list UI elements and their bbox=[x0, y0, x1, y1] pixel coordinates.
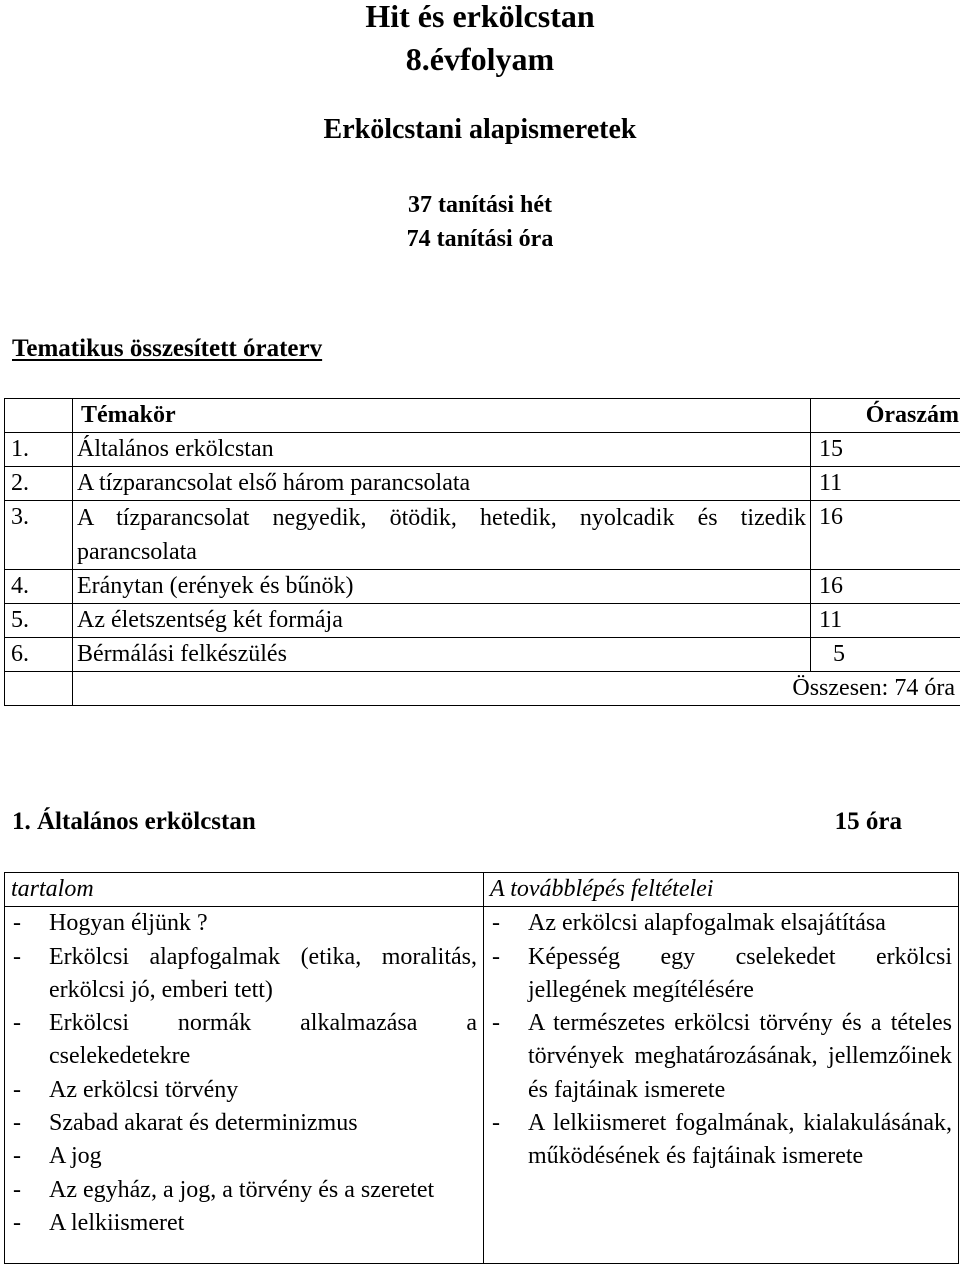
summary-row-hours: 11 bbox=[811, 467, 960, 501]
list-item: - Képesség egy cselekedet erkölcsi jellegének megítélésére bbox=[490, 941, 952, 1008]
summary-header-row bbox=[5, 399, 960, 433]
summary-table bbox=[4, 398, 960, 706]
summary-row-num: 1. bbox=[5, 433, 73, 467]
list-item: - Az egyház, a jog, a törvény és a szeretet bbox=[11, 1174, 477, 1207]
content-list bbox=[11, 907, 477, 1240]
list-item: - A lelkiismeret fogalmának, kialakulásának, működésének és fajtáinak ismerete bbox=[490, 1107, 952, 1174]
content-header-row bbox=[5, 873, 959, 907]
list-item: - Az erkölcsi alapfogalmak elsajátítása bbox=[490, 907, 952, 940]
summary-row-hours: 5 bbox=[811, 638, 960, 672]
list-item: - Hogyan éljünk ? bbox=[11, 907, 477, 940]
teaching-weeks: 37 tanítási hét bbox=[408, 192, 552, 218]
list-item: - A jog bbox=[11, 1140, 477, 1173]
summary-row-num: 4. bbox=[5, 570, 73, 604]
unit-heading bbox=[12, 806, 902, 838]
summary-total-num bbox=[5, 672, 73, 706]
summary-row bbox=[5, 433, 960, 467]
summary-row bbox=[5, 570, 960, 604]
content-table bbox=[4, 872, 959, 1264]
list-item: - A lelkiismeret bbox=[11, 1207, 477, 1240]
summary-row bbox=[5, 467, 960, 501]
summary-row-num: 3. bbox=[5, 501, 73, 570]
summary-row-num: 6. bbox=[5, 638, 73, 672]
list-item: - Erkölcsi alapfogalmak (etika, moralitás, erkölcsi jó, emberi tett) bbox=[11, 941, 477, 1008]
summary-row-topic: Általános erkölcstan bbox=[73, 433, 811, 467]
summary-row-hours: 11 bbox=[811, 604, 960, 638]
summary-row-hours: 16 bbox=[811, 501, 960, 570]
summary-row-topic: A tízparancsolat negyedik, ötödik, hetedik, nyolcadik és tizedik parancsolata bbox=[73, 501, 811, 570]
summary-row-topic: Bérmálási felkészülés bbox=[73, 638, 811, 672]
conditions-list bbox=[490, 907, 952, 1173]
content-body-row bbox=[5, 907, 959, 1264]
conditions-header: A továbblépés feltételei bbox=[484, 873, 959, 907]
summary-row bbox=[5, 638, 960, 672]
list-item: - A természetes erkölcsi törvény és a tételes törvények meghatározásának, jellemzőinek és fajtáinak ismerete bbox=[490, 1007, 952, 1107]
summary-total-row bbox=[5, 672, 960, 706]
summary-row-topic: Az életszentség két formája bbox=[73, 604, 811, 638]
summary-header-hours: Óraszám bbox=[811, 399, 960, 433]
summary-row bbox=[5, 604, 960, 638]
content-cell bbox=[5, 907, 484, 1264]
summary-total: Összesen: 74 óra bbox=[73, 672, 960, 706]
summary-row bbox=[5, 501, 960, 570]
list-item: - Erkölcsi normák alkalmazása a cselekedetekre bbox=[11, 1007, 477, 1074]
summary-header-topic: Témakör bbox=[73, 399, 811, 433]
list-item: - Az erkölcsi törvény bbox=[11, 1074, 477, 1107]
summary-row-topic: Eránytan (erények és bűnök) bbox=[73, 570, 811, 604]
unit-hours: 15 óra bbox=[834, 808, 902, 835]
document-title: Hit és erkölcstan bbox=[365, 0, 595, 34]
list-item: - Szabad akarat és determinizmus bbox=[11, 1107, 477, 1140]
summary-row-num: 2. bbox=[5, 467, 73, 501]
summary-header-num bbox=[5, 399, 73, 433]
grade-level: 8.évfolyam bbox=[405, 41, 555, 77]
summary-row-hours: 15 bbox=[811, 433, 960, 467]
teaching-hours: 74 tanítási óra bbox=[406, 226, 554, 252]
summary-row-hours: 16 bbox=[811, 570, 960, 604]
document-subtitle: Erkölcstani alapismeretek bbox=[323, 114, 637, 145]
content-header: tartalom bbox=[5, 873, 484, 907]
unit-title: 1. Általános erkölcstan bbox=[12, 808, 256, 835]
summary-heading: Tematikus összesített óraterv bbox=[12, 335, 323, 362]
summary-row-topic: A tízparancsolat első három parancsolata bbox=[73, 467, 811, 501]
conditions-cell bbox=[484, 907, 959, 1264]
summary-row-num: 5. bbox=[5, 604, 73, 638]
